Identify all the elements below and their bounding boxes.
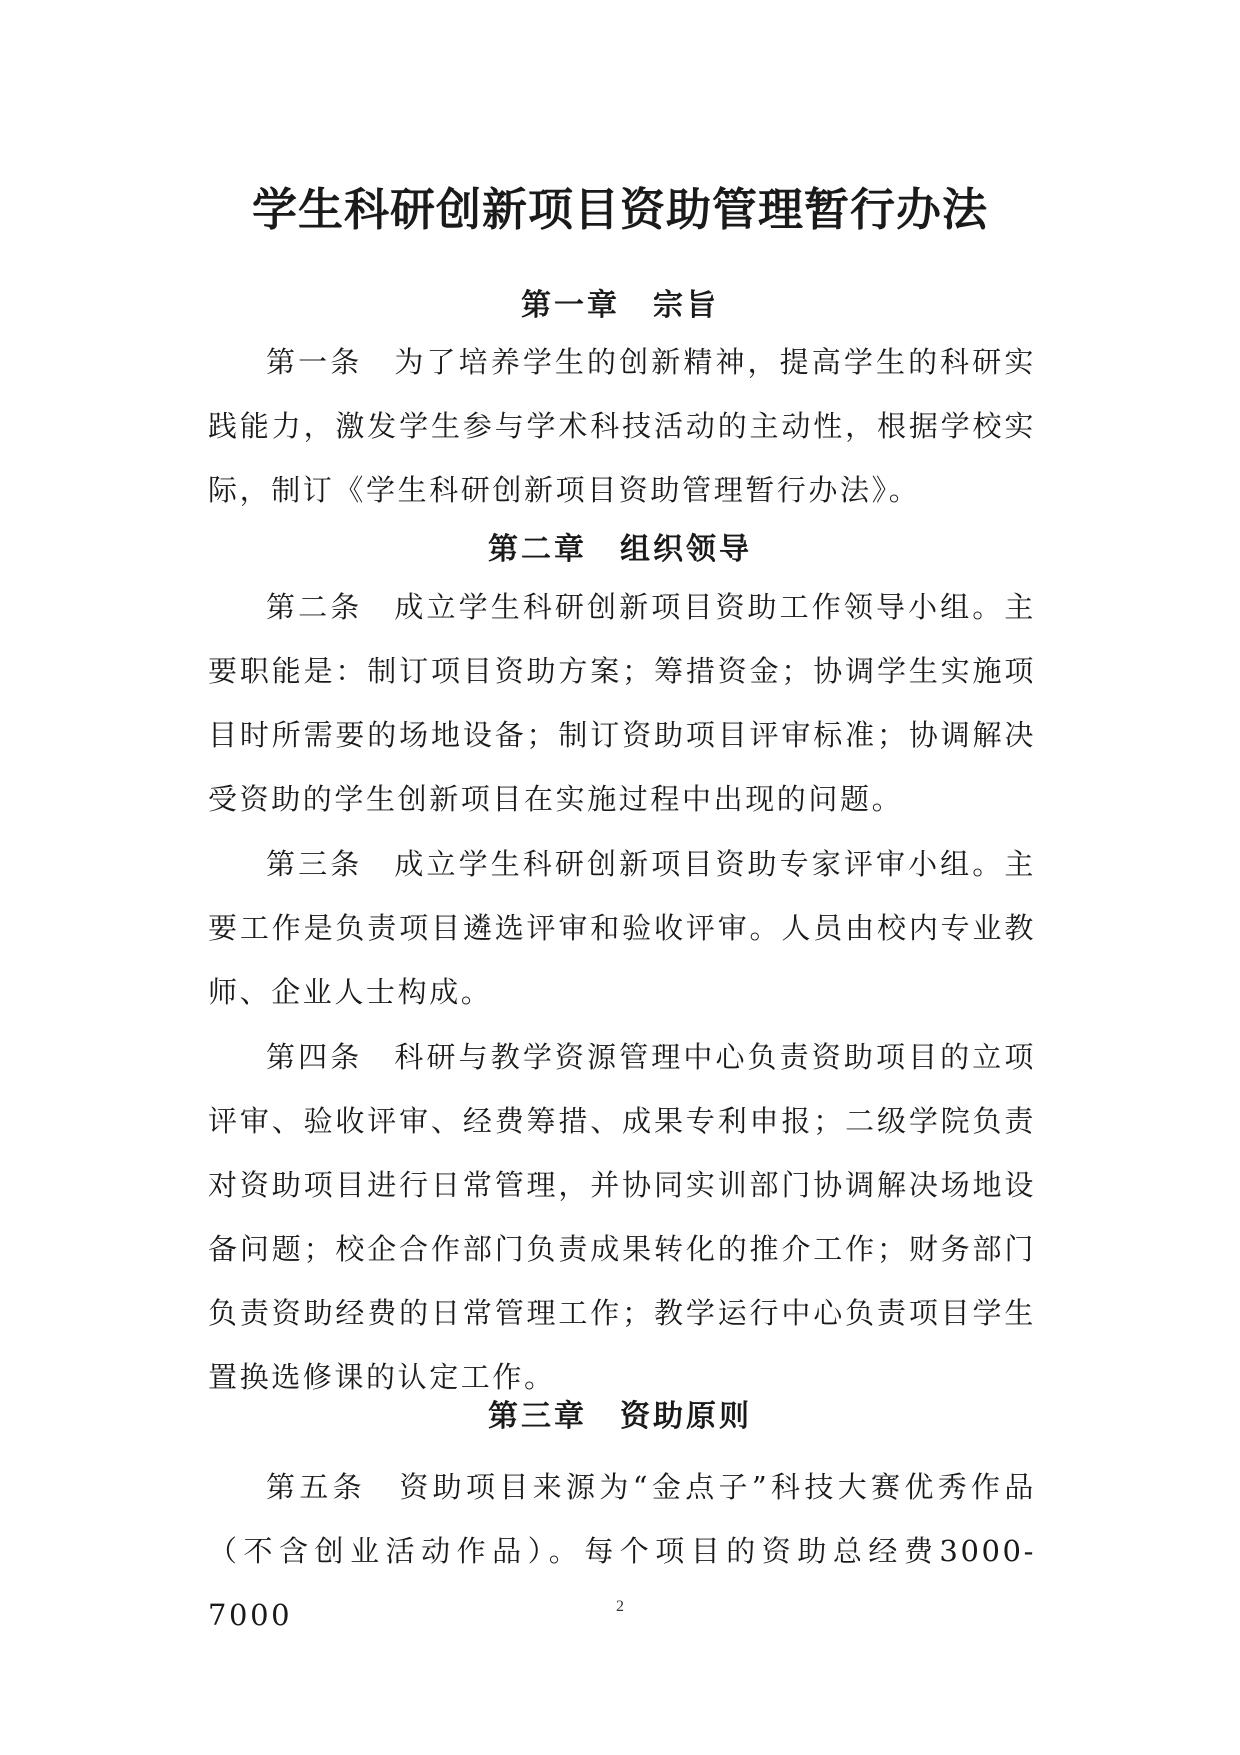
document-title: 学生科研创新项目资助管理暂行办法	[251, 183, 988, 236]
article-2-text: 第二条 成立学生科研创新项目资助工作领导小组。主要职能是：制订项目资助方案；筹措资金；协调学生实施项目时所需要的场地设备；制订资助项目评审标准；协调解决受资助的学生创新项目在实施过程中出现的问题。	[208, 590, 1036, 816]
article-1-text: 第一条 为了培养学生的创新精神，提高学生的科研实践能力，激发学生参与学术科技活动的主动性，根据学校实际，制订《学生科研创新项目资助管理暂行办法》。	[208, 345, 1036, 507]
article-4	[208, 1025, 1036, 1409]
chapter-1-heading: 第一章 宗旨	[521, 288, 719, 323]
article-3	[208, 832, 1036, 1024]
article-3-text: 第三条 成立学生科研创新项目资助专家评审小组。主要工作是负责项目遴选评审和验收评审。人员由校内专业教师、企业人士构成。	[208, 847, 1036, 1009]
article-5-text: 第五条 资助项目来源为“金点子”科技大赛优秀作品（不含创业活动作品）。每个项目的资助总经费3000-7000	[208, 1470, 1036, 1632]
article-2	[208, 575, 1036, 831]
page-number: 2	[616, 1598, 624, 1615]
chapter-3-heading: 第三章 资助原则	[488, 1399, 752, 1434]
article-5	[208, 1455, 1036, 1647]
article-4-text: 第四条 科研与教学资源管理中心负责资助项目的立项评审、验收评审、经费筹措、成果专利申报；二级学院负责对资助项目进行日常管理，并协同实训部门协调解决场地设备问题；校企合作部门负责成果转化的推介工作；财务部门负责资助经费的日常管理工作；教学运行中心负责项目学生置换选修课的认定工作。	[208, 1040, 1036, 1394]
chapter-2-heading: 第二章 组织领导	[488, 532, 752, 567]
article-1	[208, 330, 1036, 522]
